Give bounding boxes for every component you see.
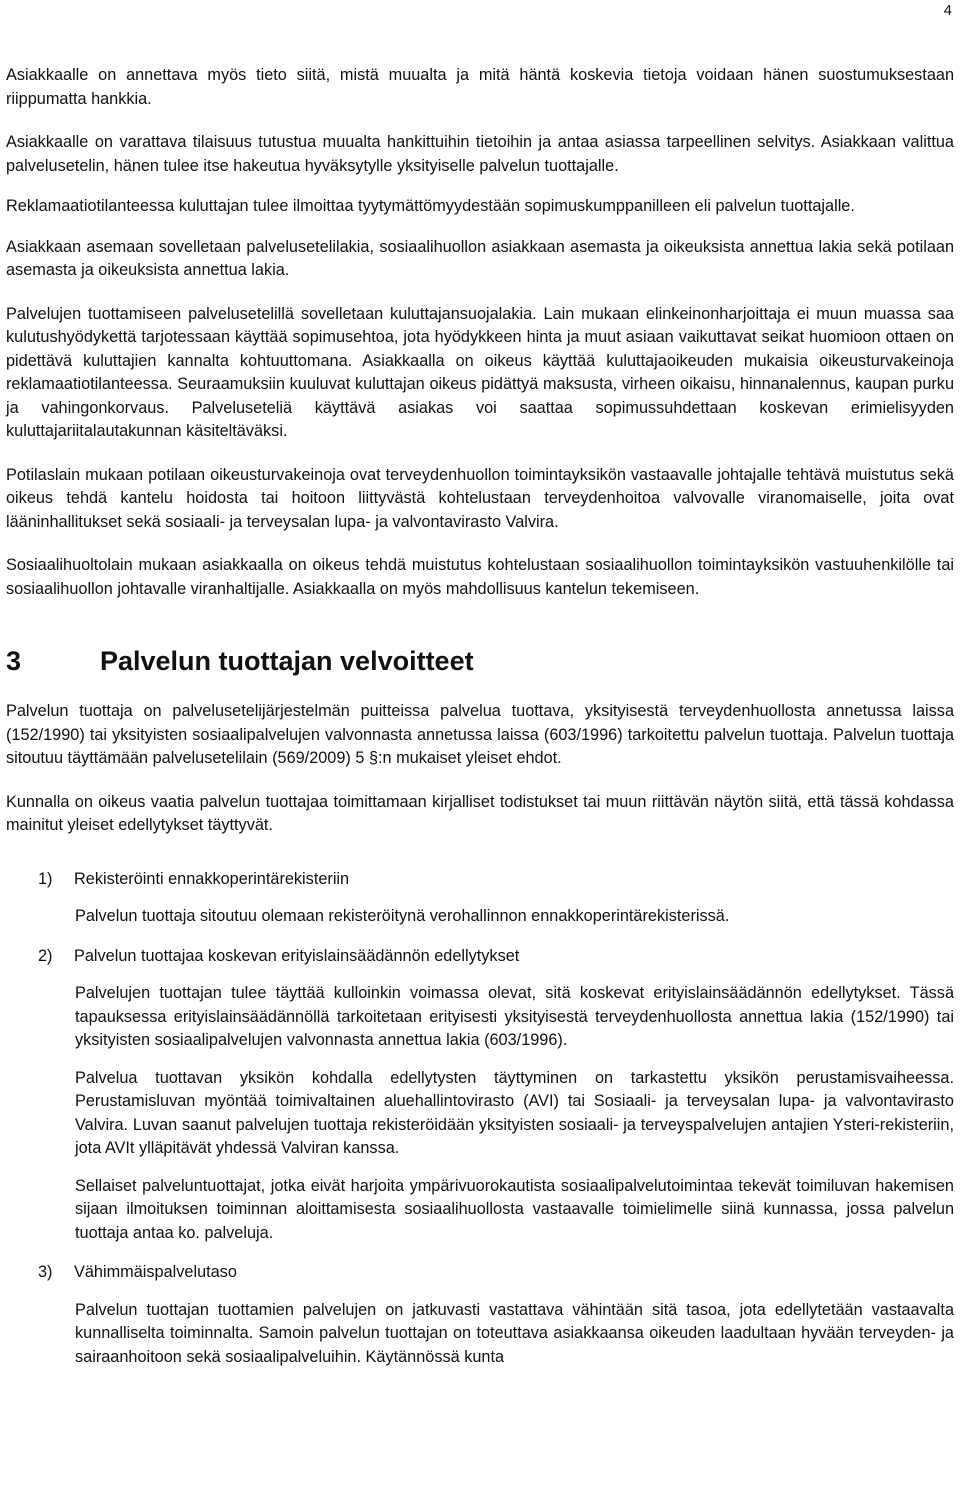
page-content <box>6 64 954 1385</box>
list-item <box>6 1261 954 1369</box>
list-marker: 3) <box>38 1263 53 1281</box>
paragraph: Sellaiset palveluntuottajat, jotka eivät harjoita ympärivuorokautista sosiaalipalvelutoimintaa tekevät toimiluvan hakemisen sijaan ilmoituksen toiminnan aloittamisesta sosiaalihuollosta vastaavalle toimielimelle siinä kunnassa, jossa palvelun tuottaja antaa ko. palveluja. <box>75 1176 954 1242</box>
section-number: 3 <box>6 646 22 676</box>
paragraph: Palvelun tuottaja on palvelusetelijärjestelmän puitteissa palvelua tuottava, yksityisestä terveydenhuollosta annetussa laissa (152/1990) tai yksityisten sosiaalipalvelujen valvonnasta annetussa laissa (603/1996) tarkoitettu palvelun tuottaja. Palvelun tuottaja sitoutuu täyttämään palvelusetelilain (569/2009) 5 §:n mukaiset yleiset ehdot. <box>6 702 954 767</box>
list-marker: 2) <box>38 946 53 965</box>
list-item <box>6 945 954 1246</box>
paragraph: Palvelujen tuottajan tulee täyttää kulloinkin voimassa olevat, sitä koskevat erityislainsäädännön edellytykset. Tässä tapauksessa erityislainsäädännöllä tarkoitetaan erityisesti yksityisestä terveydenhuollosta annettua lakia (152/1990) tai yksityisten sosiaalipalvelujen valvonnasta annettua lakia (603/1996). <box>75 984 954 1049</box>
list-item-title: Palvelun tuottajaa koskevan erityislainsäädännön edellytykset <box>74 946 520 965</box>
list-item-heading <box>38 868 954 892</box>
paragraph: Asiakkaalle on varattava tilaisuus tutustua muualta hankittuihin tietoihin ja antaa asiassa tarpeellinen selvitys. Asiakkaan valittua palvelusetelin, hänen tulee itse hakeutua hyväksytylle yksityiselle palvelun tuottajalle. <box>6 133 954 175</box>
list-item-body <box>75 982 954 1245</box>
paragraph: Kunnalla on oikeus vaatia palvelun tuottajaa toimittamaan kirjalliset todistukset tai muun riittävän näytön siitä, että tässä kohdassa mainitut yleiset edellytykset täyttyvät. <box>6 792 954 834</box>
list-item-heading <box>38 945 954 969</box>
list-item-title: Rekisteröinti ennakkoperintärekisteriin <box>74 869 350 888</box>
requirements-list <box>6 868 954 1370</box>
list-item-body <box>75 1299 954 1370</box>
paragraph: Palvelua tuottavan yksikön kohdalla edellytysten täyttyminen on tarkastettu yksikön perustamisvaiheessa. Perustamisluvan myöntää toimivaltainen aluehallintovirasto (AVI) tai Sosiaali- ja terveysalan lupa- ja valvontavirasto Valvira. Luvan saanut palvelujen tuottaja rekisteröidään yksityisten sosiaali- ja terveyspalvelujen antajien Ysteri-rekisteriin, jota AVIt ylläpitävät yhdessä Valviran kanssa. <box>75 1068 954 1157</box>
paragraph: Palvelujen tuottamiseen palvelusetelillä sovelletaan kuluttajansuojalakia. Lain mukaan elinkeinonharjoittaja ei muun muassa saa kulutushyödykettä tarjotessaan käyttää sopimusehtoa, jota hyödykkeen hinta ja muut asiaan vaikuttavat seikat huomioon ottaen on pidettävä kuluttajien kannalta kohtuuttomana. Asiakkaalla on oikeus käyttää kuluttajaoikeuden mukaisia oikeusturvakeinoja reklamaatiotilanteessa. Seuraamuksiin kuuluvat kuluttajan oikeus pidättyä maksusta, virheen oikaisu, hinnanalennus, kaupan purku ja vahingonkorvaus. Palveluseteliä käyttävä asiakas voi saattaa sopimussuhdettaan koskevan erimielisyyden kuluttajariitalautakunnan käsiteltäväksi. <box>6 304 954 440</box>
paragraph: Sosiaalihuoltolain mukaan asiakkaalla on oikeus tehdä muistutus kohtelustaan sosiaalihuollon toimintayksikön vastuuhenkilölle tai sosiaalihuollon johtavalle viranhaltijalle. Asiakkaalla on myös mahdollisuus kantelun tekemiseen. <box>6 556 954 598</box>
list-item-title: Vähimmäispalvelutaso <box>74 1263 237 1281</box>
paragraph: Asiakkaalle on annettava myös tieto siitä, mistä muualta ja mitä häntä koskevia tietoja voidaan hänen suostumuksestaan riippumatta hankkia. <box>6 66 954 108</box>
paragraph: Palvelun tuottajan tuottamien palvelujen on jatkuvasti vastattava vähintään sitä tasoa, jota edellytetään vastaavalta kunnalliselta toiminnalta. Samoin palvelun tuottajan on toteuttava asiakkaansa oikeuden laadultaan hyvään terveyden- ja sairaanhoitoon sekä sosiaalipalveluihin. Käytännössä kunta <box>75 1300 954 1366</box>
list-item-heading <box>38 1261 954 1285</box>
page-number: 4 <box>943 2 952 19</box>
section-title: Palvelun tuottajan velvoitteet <box>100 646 474 676</box>
paragraph: Potilaslain mukaan potilaan oikeusturvakeinoja ovat terveydenhuollon toimintayksikön vastaavalle johtajalle tehtävä muistutus sekä oikeus tehdä kantelu hoidosta tai hoitoon liittyvästä kohtelustaan terveydenhoitoa valvovalle viranomaiselle, joita ovat lääninhallitukset sekä sosiaali- ja terveysalan lupa- ja valvontavirasto Valvira. <box>6 465 954 531</box>
section-heading <box>6 645 954 677</box>
list-marker: 1) <box>38 869 53 888</box>
paragraph: Asiakkaan asemaan sovelletaan palvelusetelilakia, sosiaalihuollon asiakkaan asemasta ja oikeuksista annettua lakia sekä potilaan asemasta ja oikeuksista annettua lakia. <box>6 237 954 279</box>
paragraph: Palvelun tuottaja sitoutuu olemaan rekisteröitynä verohallinnon ennakkoperintärekisterissä. <box>75 907 730 925</box>
list-item <box>6 868 954 929</box>
paragraph: Reklamaatiotilanteessa kuluttajan tulee ilmoittaa tyytymättömyydestään sopimuskumppanilleen eli palvelun tuottajalle. <box>6 197 855 215</box>
list-item-body <box>75 905 954 929</box>
